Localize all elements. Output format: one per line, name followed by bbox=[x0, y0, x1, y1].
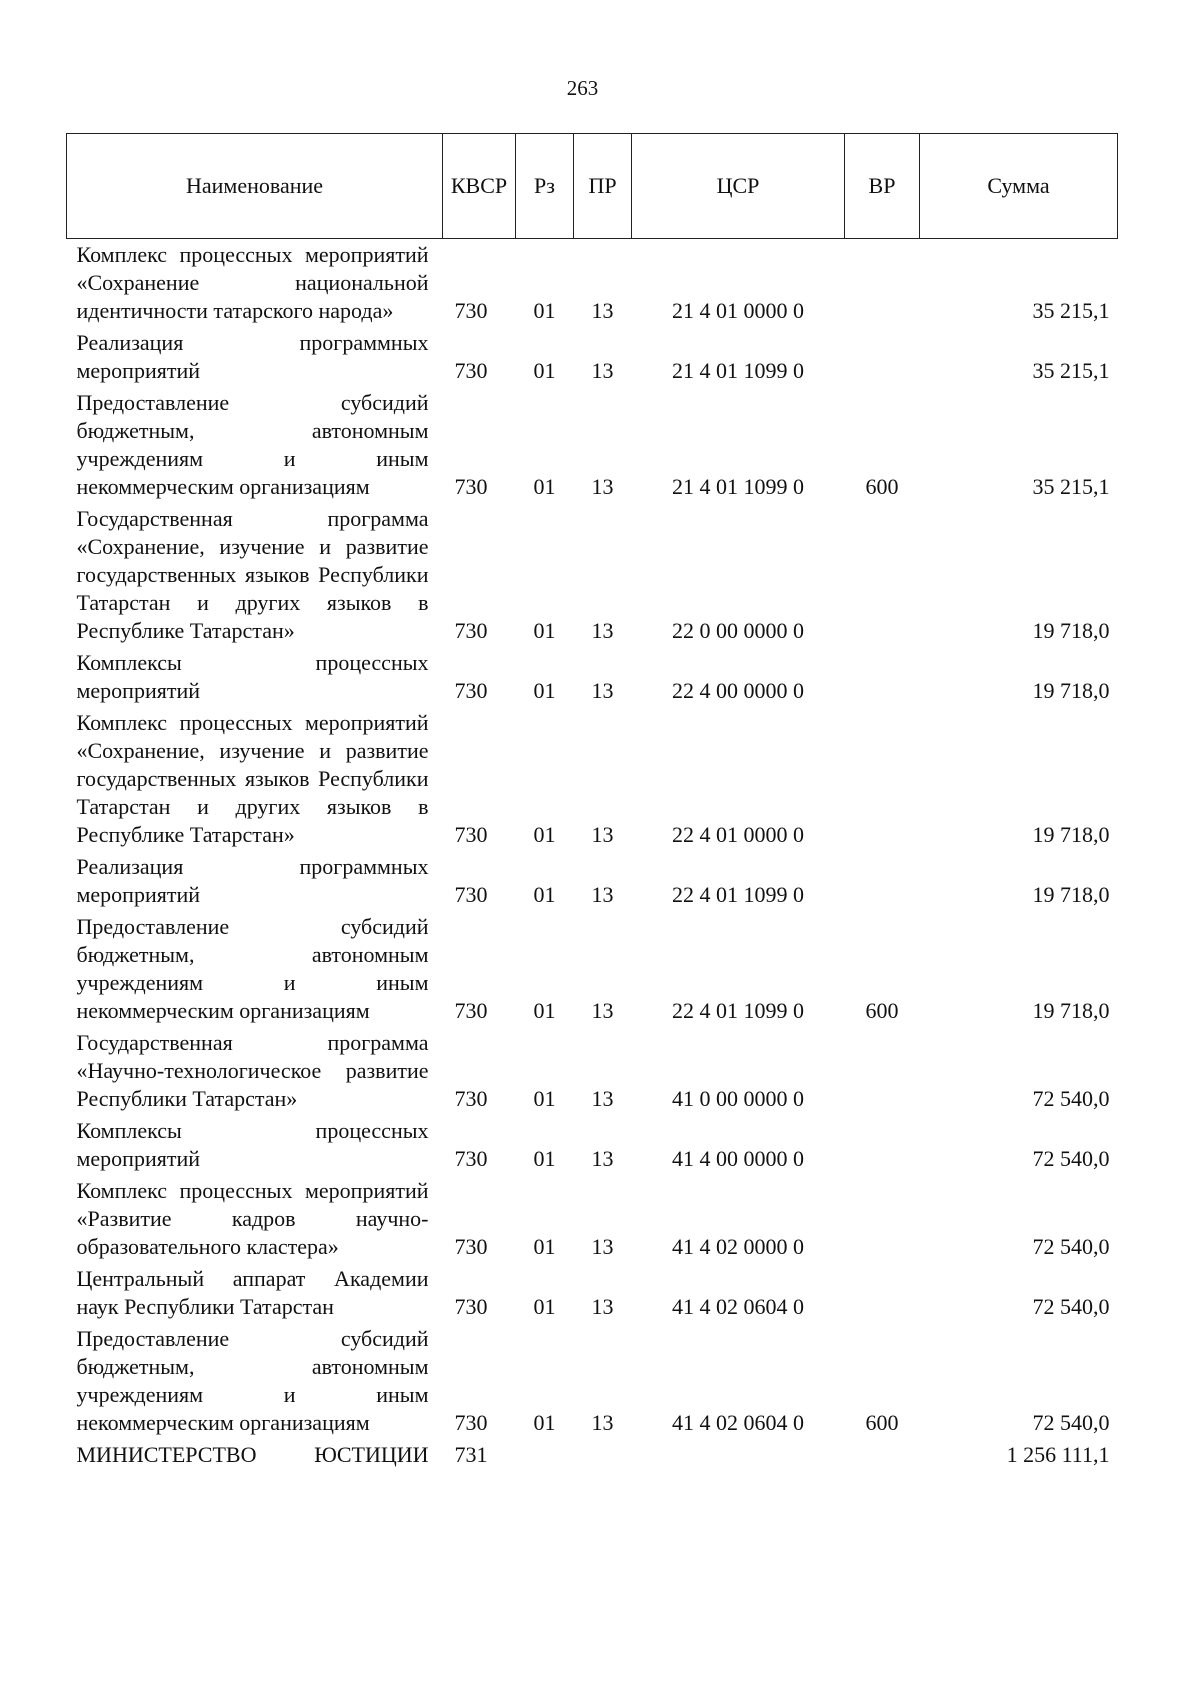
row-kvsr: 730 bbox=[454, 1234, 488, 1259]
row-pr: 13 bbox=[591, 474, 614, 499]
row-kvsr: 730 bbox=[454, 1086, 488, 1111]
row-kvsr: 730 bbox=[454, 1294, 488, 1319]
row-vr bbox=[845, 1439, 920, 1471]
row-vr bbox=[845, 1115, 920, 1175]
row-csr: 41 4 00 0000 0 bbox=[672, 1146, 804, 1171]
row-rz: 01 bbox=[533, 618, 556, 643]
table-row bbox=[67, 851, 1118, 911]
row-sum: 35 215,1 bbox=[1032, 358, 1110, 383]
table-row bbox=[67, 1323, 1118, 1439]
row-pr: 13 bbox=[591, 1294, 614, 1319]
row-pr: 13 bbox=[591, 822, 614, 847]
row-vr bbox=[845, 707, 920, 851]
row-pr: 13 bbox=[591, 358, 614, 383]
row-sum: 72 540,0 bbox=[1032, 1146, 1110, 1171]
table-row bbox=[67, 327, 1118, 387]
table-row bbox=[67, 1027, 1118, 1115]
row-rz: 01 bbox=[533, 678, 556, 703]
row-vr bbox=[845, 327, 920, 387]
row-kvsr: 730 bbox=[454, 474, 488, 499]
row-name: Комплексы процессных мероприятий bbox=[76, 650, 429, 703]
row-csr: 21 4 01 0000 0 bbox=[672, 298, 804, 323]
row-rz: 01 bbox=[533, 1410, 556, 1435]
row-name: Государственная программа «Сохранение, изучение и развитие государственных языков Республики Татарстан и других языков в Республике Татарстан» bbox=[76, 506, 429, 643]
row-rz: 01 bbox=[533, 1146, 556, 1171]
table-row bbox=[67, 707, 1118, 851]
row-vr bbox=[845, 1027, 920, 1115]
header-csr: ЦСР bbox=[632, 134, 845, 239]
row-rz: 01 bbox=[533, 1234, 556, 1259]
row-vr bbox=[845, 1175, 920, 1263]
row-sum: 35 215,1 bbox=[1032, 474, 1110, 499]
row-name: МИНИСТЕРСТВО ЮСТИЦИИ bbox=[76, 1442, 429, 1467]
row-csr: 22 4 01 1099 0 bbox=[672, 998, 804, 1023]
row-vr bbox=[845, 239, 920, 328]
row-csr: 41 4 02 0000 0 bbox=[672, 1234, 804, 1259]
row-sum: 72 540,0 bbox=[1032, 1410, 1110, 1435]
row-rz: 01 bbox=[533, 822, 556, 847]
row-sum: 35 215,1 bbox=[1032, 298, 1110, 323]
row-name: Комплекс процессных мероприятий «Сохранение, изучение и развитие государственных языков Республики Татарстан и других языков в Республике Татарстан» bbox=[76, 710, 429, 847]
table-row bbox=[67, 911, 1118, 1027]
table-header bbox=[67, 134, 1118, 239]
row-pr: 13 bbox=[591, 882, 614, 907]
row-rz: 01 bbox=[533, 298, 556, 323]
row-kvsr: 730 bbox=[454, 822, 488, 847]
row-sum: 19 718,0 bbox=[1032, 882, 1110, 907]
row-pr: 13 bbox=[591, 1086, 614, 1111]
table-body bbox=[67, 239, 1118, 1472]
row-name: Предоставление субсидий бюджетным, автономным учреждениям и иным некоммерческим организациям bbox=[76, 914, 429, 1023]
row-rz: 01 bbox=[533, 1086, 556, 1111]
row-name: Комплекс процессных мероприятий «Развитие кадров научно-образовательного кластера» bbox=[76, 1178, 429, 1259]
header-vr: ВР bbox=[845, 134, 920, 239]
row-csr: 41 4 02 0604 0 bbox=[672, 1294, 804, 1319]
row-csr bbox=[632, 1439, 845, 1471]
row-sum: 19 718,0 bbox=[1032, 822, 1110, 847]
row-sum: 1 256 111,1 bbox=[1006, 1442, 1110, 1467]
row-sum: 72 540,0 bbox=[1032, 1294, 1110, 1319]
row-csr: 22 4 01 0000 0 bbox=[672, 822, 804, 847]
table-row bbox=[67, 647, 1118, 707]
row-name: Реализация программных мероприятий bbox=[76, 330, 429, 383]
table-row bbox=[67, 503, 1118, 647]
row-kvsr: 731 bbox=[454, 1442, 488, 1467]
row-vr bbox=[845, 1263, 920, 1323]
row-vr bbox=[845, 503, 920, 647]
header-rz: Рз bbox=[516, 134, 574, 239]
header-kvsr: КВСР bbox=[443, 134, 516, 239]
row-kvsr: 730 bbox=[454, 1146, 488, 1171]
row-pr: 13 bbox=[591, 618, 614, 643]
row-vr: 600 bbox=[865, 1410, 899, 1435]
row-sum: 72 540,0 bbox=[1032, 1234, 1110, 1259]
budget-table-container bbox=[66, 133, 1117, 1471]
row-pr: 13 bbox=[591, 1410, 614, 1435]
row-sum: 19 718,0 bbox=[1032, 618, 1110, 643]
row-rz: 01 bbox=[533, 1294, 556, 1319]
row-kvsr: 730 bbox=[454, 882, 488, 907]
table-row bbox=[67, 1115, 1118, 1175]
table-row bbox=[67, 1439, 1118, 1471]
row-csr: 41 4 02 0604 0 bbox=[672, 1410, 804, 1435]
row-rz: 01 bbox=[533, 358, 556, 383]
row-csr: 21 4 01 1099 0 bbox=[672, 358, 804, 383]
row-name: Предоставление субсидий бюджетным, автономным учреждениям и иным некоммерческим организациям bbox=[76, 1326, 429, 1435]
row-name: Комплексы процессных мероприятий bbox=[76, 1118, 429, 1171]
row-kvsr: 730 bbox=[454, 298, 488, 323]
row-kvsr: 730 bbox=[454, 998, 488, 1023]
row-vr: 600 bbox=[865, 998, 899, 1023]
row-csr: 22 0 00 0000 0 bbox=[672, 618, 804, 643]
row-kvsr: 730 bbox=[454, 678, 488, 703]
row-kvsr: 730 bbox=[454, 358, 488, 383]
row-kvsr: 730 bbox=[454, 1410, 488, 1435]
row-pr: 13 bbox=[591, 1234, 614, 1259]
row-vr bbox=[845, 647, 920, 707]
budget-table bbox=[66, 133, 1118, 1471]
row-pr bbox=[574, 1439, 632, 1471]
table-row bbox=[67, 239, 1118, 328]
header-pr: ПР bbox=[574, 134, 632, 239]
header-name: Наименование bbox=[67, 134, 443, 239]
row-rz: 01 bbox=[533, 882, 556, 907]
table-row bbox=[67, 387, 1118, 503]
row-name: Предоставление субсидий бюджетным, автономным учреждениям и иным некоммерческим организациям bbox=[76, 390, 429, 499]
table-row bbox=[67, 1263, 1118, 1323]
row-sum: 19 718,0 bbox=[1032, 678, 1110, 703]
row-name: Комплекс процессных мероприятий «Сохранение национальной идентичности татарского народа» bbox=[76, 242, 429, 323]
table-row bbox=[67, 1175, 1118, 1263]
row-rz: 01 bbox=[533, 998, 556, 1023]
row-csr: 22 4 00 0000 0 bbox=[672, 678, 804, 703]
page-number: 263 bbox=[566, 76, 599, 100]
row-pr: 13 bbox=[591, 298, 614, 323]
row-csr: 41 0 00 0000 0 bbox=[672, 1086, 804, 1111]
row-rz: 01 bbox=[533, 474, 556, 499]
row-name: Центральный аппарат Академии наук Республики Татарстан bbox=[76, 1266, 429, 1319]
row-kvsr: 730 bbox=[454, 618, 488, 643]
row-sum: 19 718,0 bbox=[1032, 998, 1110, 1023]
row-rz bbox=[516, 1439, 574, 1471]
row-pr: 13 bbox=[591, 1146, 614, 1171]
row-vr: 600 bbox=[865, 474, 899, 499]
row-pr: 13 bbox=[591, 678, 614, 703]
row-csr: 21 4 01 1099 0 bbox=[672, 474, 804, 499]
row-name: Реализация программных мероприятий bbox=[76, 854, 429, 907]
header-sum: Сумма bbox=[920, 134, 1118, 239]
row-pr: 13 bbox=[591, 998, 614, 1023]
row-vr bbox=[845, 851, 920, 911]
row-sum: 72 540,0 bbox=[1032, 1086, 1110, 1111]
row-name: Государственная программа «Научно-технологическое развитие Республики Татарстан» bbox=[76, 1030, 429, 1111]
row-csr: 22 4 01 1099 0 bbox=[672, 882, 804, 907]
